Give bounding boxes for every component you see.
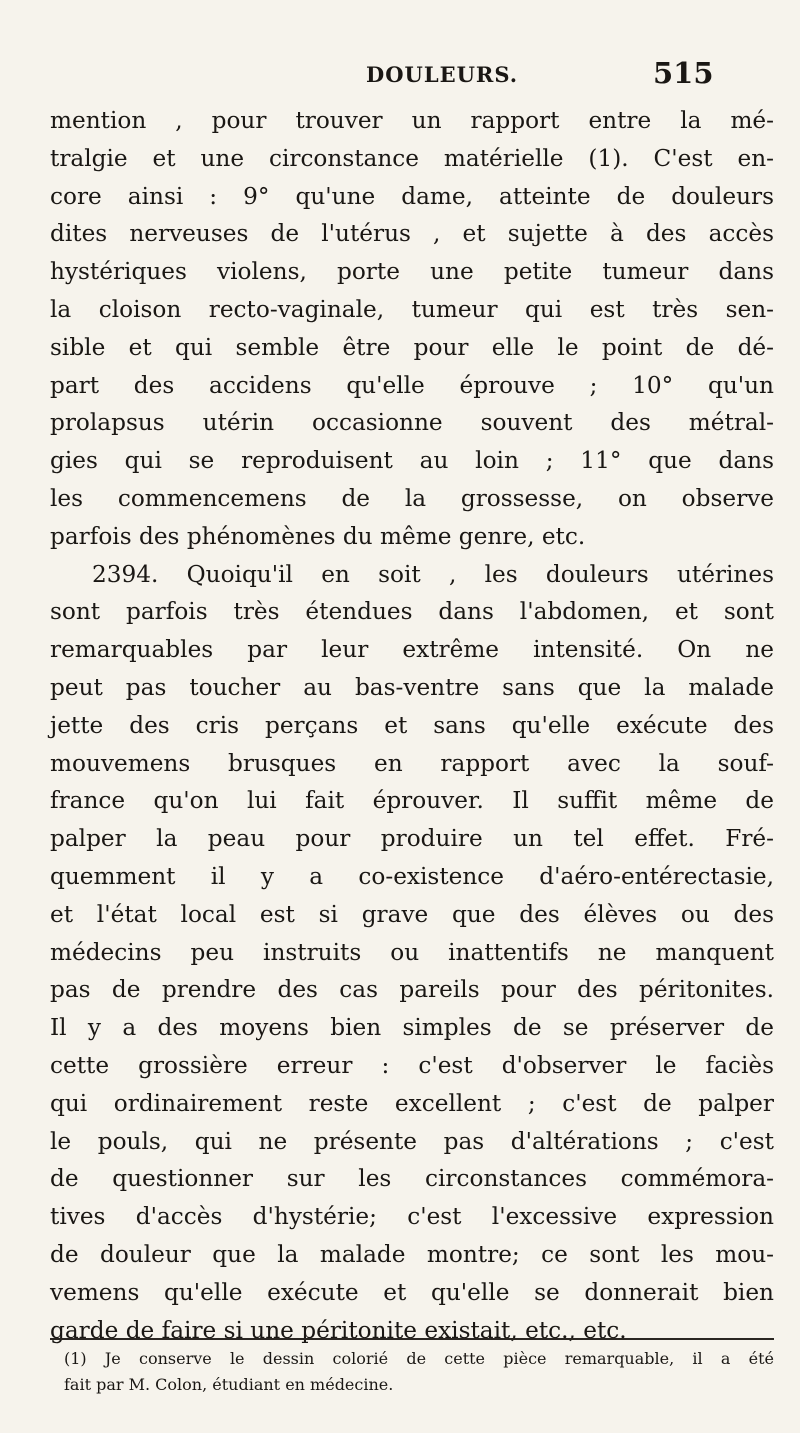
- text-line: part des accidens qu'elle éprouve ; 10° qu'un: [50, 371, 774, 399]
- text-line: le pouls, qui ne présente pas d'altérations ; c'est: [50, 1127, 774, 1155]
- text-line: tives d'accès d'hystérie; c'est l'excessive expression: [50, 1203, 774, 1231]
- text-line: garde de faire si une péritonite existait, etc., etc.: [50, 1316, 627, 1344]
- text-line: pas de prendre des cas pareils pour des péritonites.: [50, 976, 774, 1004]
- text-line: remarquables par leur extrême intensité. On ne: [50, 636, 774, 664]
- text-line: mention , pour trouver un rapport entre la mé-: [50, 107, 774, 134]
- page-header: [0, 56, 800, 102]
- text-line: jette des cris perçans et sans qu'elle exécute des: [50, 711, 774, 739]
- footnote-line: fait par M. Colon, étudiant en médecine.: [64, 1375, 394, 1394]
- text-line: et l'état local est si grave que des élèves ou des: [50, 900, 774, 928]
- text-line: vemens qu'elle exécute et qu'elle se donnerait bien: [50, 1278, 774, 1306]
- text-line: palper la peau pour produire un tel effet. Fré-: [50, 825, 774, 853]
- text-line: de questionner sur les circonstances commémora-: [50, 1165, 774, 1193]
- text-line: dites nerveuses de l'utérus , et sujette à des accès: [50, 220, 774, 248]
- footnote-line: (1) Je conserve le dessin colorié de cette pièce remarquable, il a été: [64, 1349, 774, 1368]
- footnote: [64, 1346, 774, 1398]
- text-line: france qu'on lui fait éprouver. Il suffit même de: [50, 787, 774, 815]
- page-number: 515: [653, 56, 714, 90]
- text-line: quemment il y a co-existence d'aéro-entérectasie,: [50, 862, 774, 890]
- text-line: core ainsi : 9° qu'une dame, atteinte de douleurs: [50, 182, 774, 210]
- text-line: qui ordinairement reste excellent ; c'est de palper: [50, 1089, 774, 1117]
- text-line: parfois des phénomènes du même genre, etc.: [50, 522, 586, 550]
- text-line: sont parfois très étendues dans l'abdomen, et sont: [50, 598, 774, 626]
- text-line: hystériques violens, porte une petite tumeur dans: [50, 258, 774, 286]
- text-line: tralgie et une circonstance matérielle (1). C'est en-: [50, 144, 774, 172]
- text-line: les commencemens de la grossesse, on observe: [50, 484, 774, 512]
- text-line: cette grossière erreur : c'est d'observer le faciès: [50, 1051, 774, 1079]
- body-text: [50, 102, 774, 1349]
- running-head: DOULEURS.: [366, 62, 519, 87]
- text-line: sible et qui semble être pour elle le point de dé-: [50, 333, 774, 361]
- text-line: prolapsus utérin occasionne souvent des métral-: [50, 409, 774, 437]
- paragraph-start-line: 2394. Quoiqu'il en soit , les douleurs utérines: [92, 560, 774, 588]
- text-line: médecins peu instruits ou inattentifs ne manquent: [50, 938, 774, 966]
- text-line: Il y a des moyens bien simples de se préserver de: [50, 1014, 774, 1042]
- text-line: la cloison recto-vaginale, tumeur qui est très sen-: [50, 295, 774, 323]
- text-line: de douleur que la malade montre; ce sont les mou-: [50, 1240, 774, 1268]
- text-line: mouvemens brusques en rapport avec la souf-: [50, 749, 774, 777]
- text-line: gies qui se reproduisent au loin ; 11° que dans: [50, 447, 774, 475]
- text-line: peut pas toucher au bas-ventre sans que la malade: [50, 673, 774, 701]
- footnote-divider: [50, 1338, 774, 1340]
